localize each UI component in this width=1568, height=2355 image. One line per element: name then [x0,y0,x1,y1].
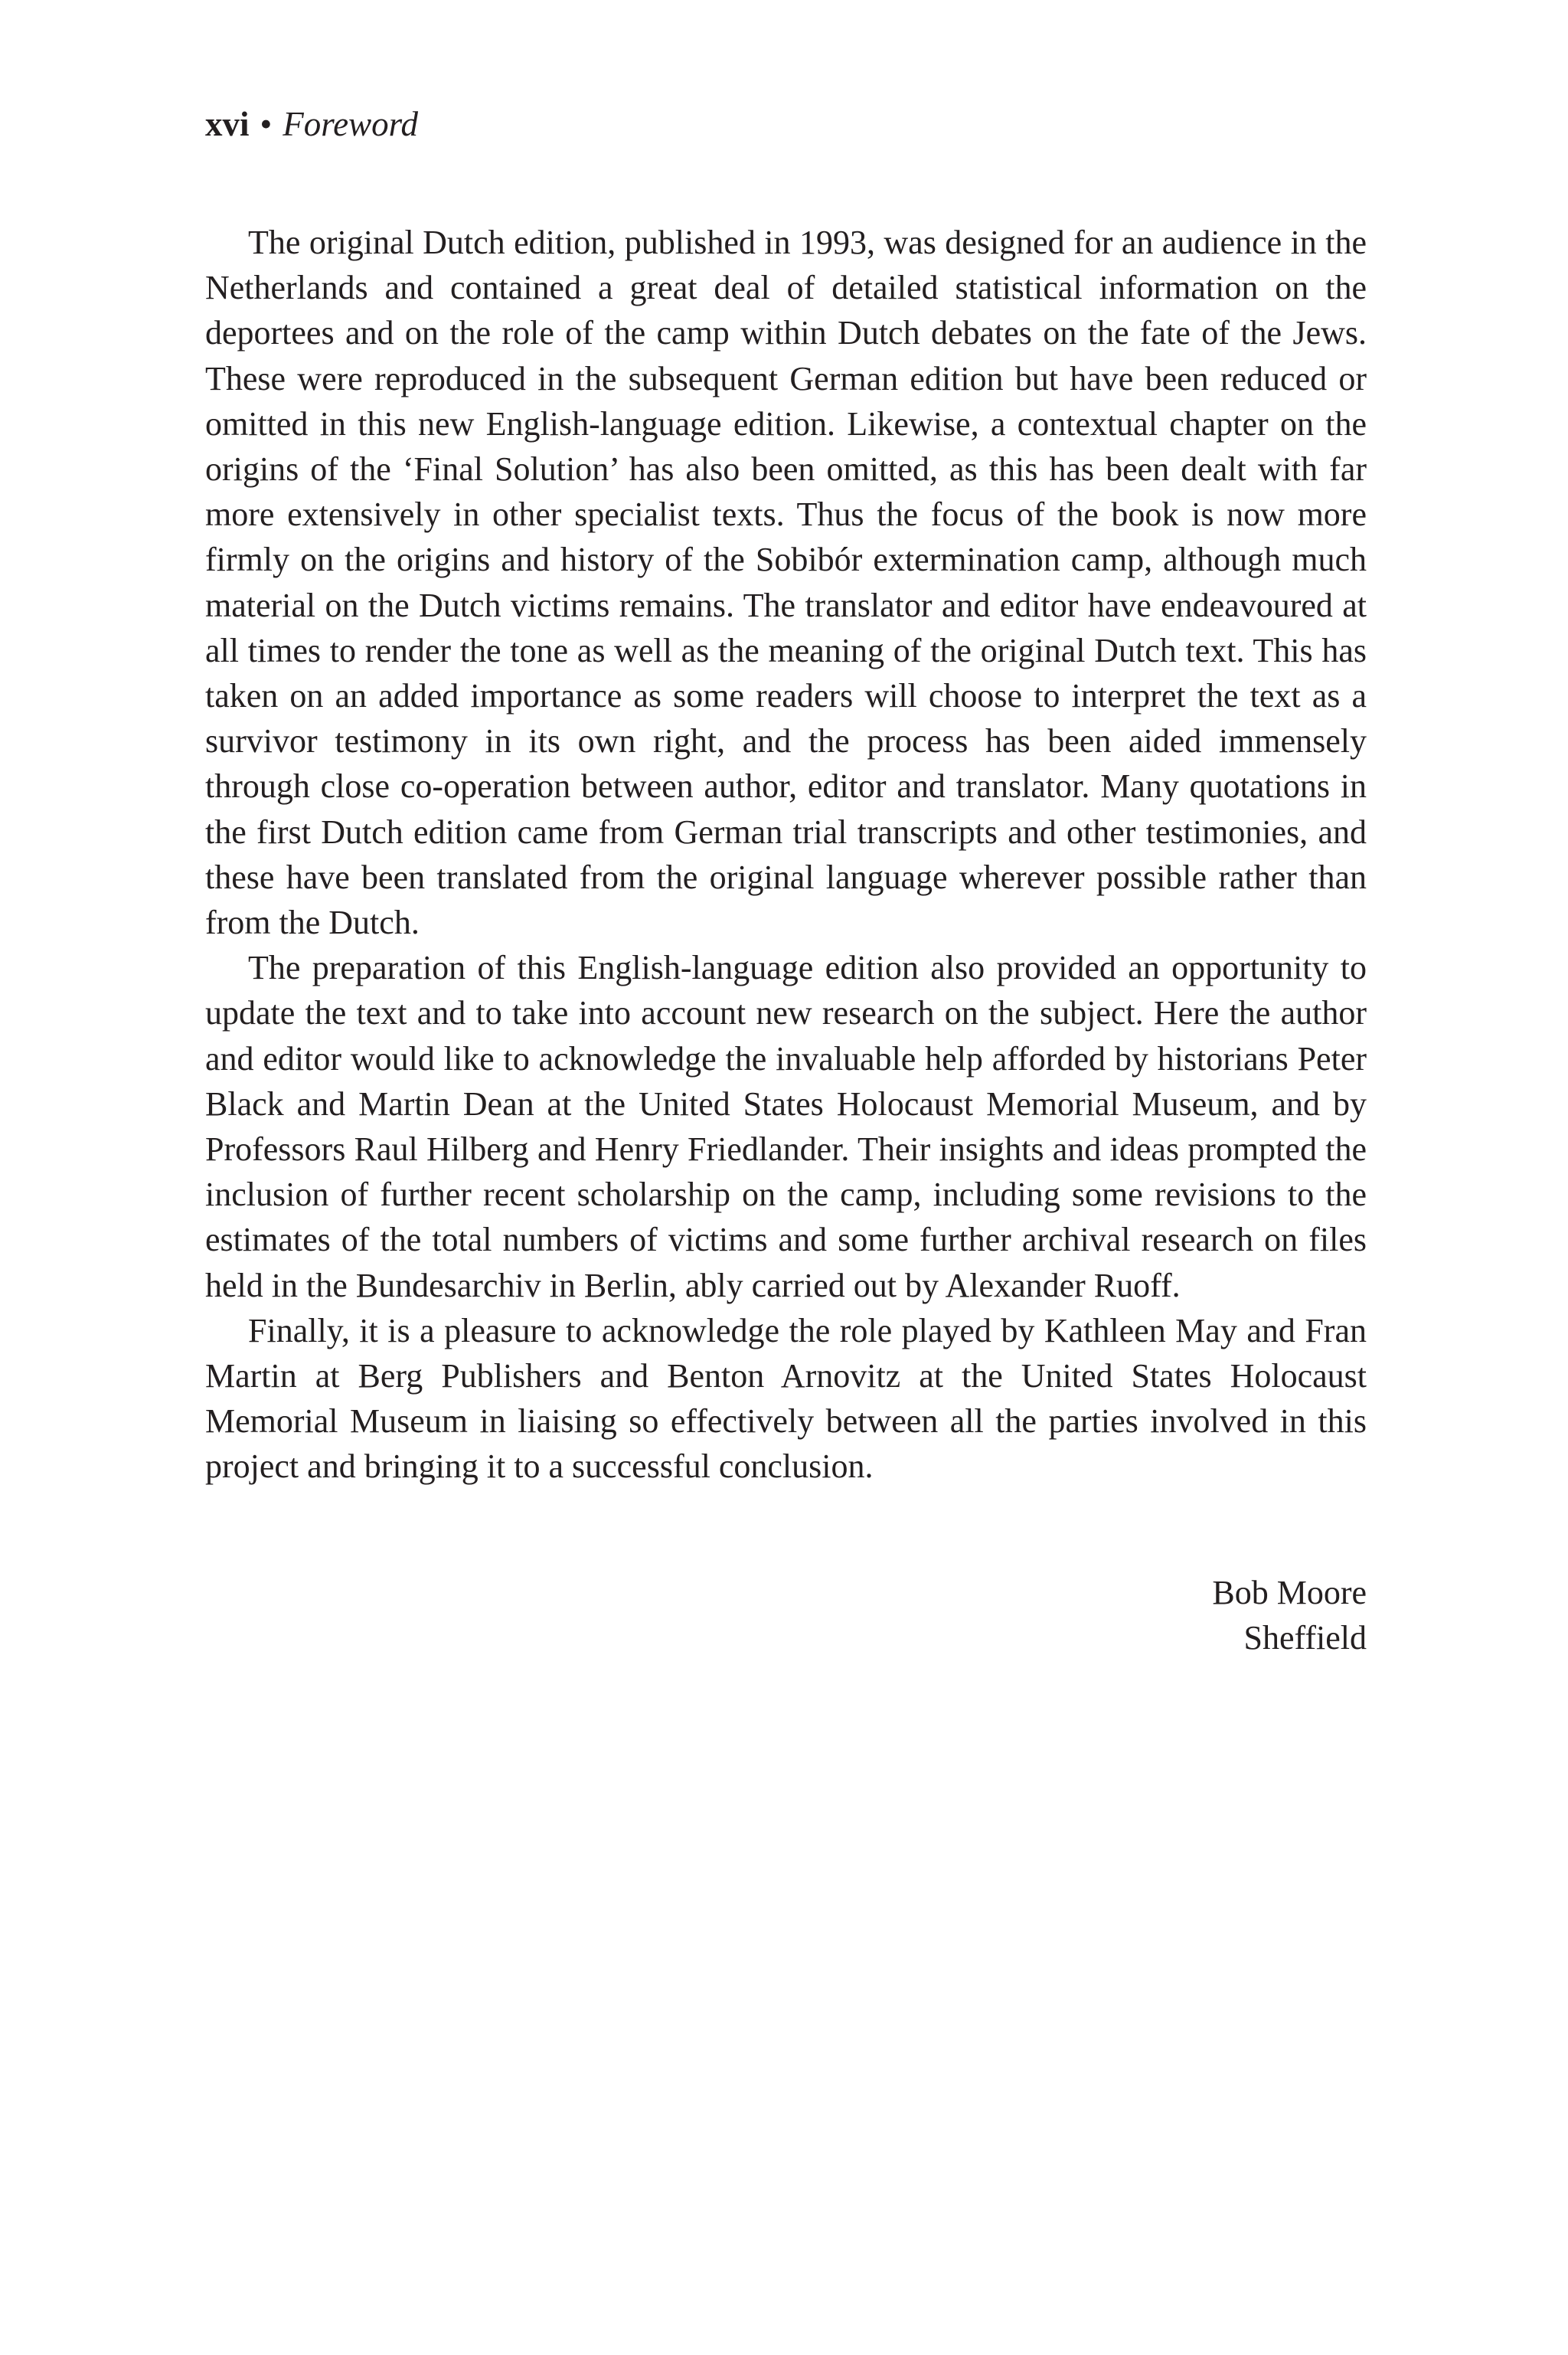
running-head [205,101,418,147]
paragraph-acknowledgements: Finally, it is a pleasure to acknowledge the role played by Kathleen May and Fran Martin at Berg Publishers and Benton Arnovitz at the United States Holocaust Memorial Museum in liaising so effectively between all the parties involved in this project and bringing it to a successful conclusion. [205,1311,1367,1486]
bullet-separator: • [260,105,273,143]
signature [1212,1570,1367,1660]
body-text [205,220,1367,1490]
signature-name: Bob Moore [1212,1574,1367,1611]
section-title: Foreword [283,105,418,143]
signature-place: Sheffield [1243,1619,1367,1657]
paragraph-english-edition: The preparation of this English-language edition also provided an opportunity to update the text and to take into account new research on the subject. Here the author and editor would like to acknowledge the invaluable help afforded by historians Peter Black and Martin Dean at the United States Holocaust Memorial Museum, and by Professors Raul Hilberg and Henry Friedlander. Their insights and ideas prompted the inclusion of further recent scholarship on the camp, including some revisions to the estimates of the total numbers of victims and some further archival research on files held in the Bundesarchiv in Berlin, ably carried out by Alexander Ruoff. [205,949,1367,1304]
paragraph-dutch-edition: The original Dutch edition, published in 1993, was designed for an audience in the Netherlands and contained a great deal of detailed statistical information on the deportees and on the role of the camp within Dutch debates on the fate of the Jews. These were reproduced in the subsequent German edition but have been reduced or omitted in this new English-language edition. Likewise, a contextual chapter on the origins of the ‘Final Solution’ has also been omitted, as this has been dealt with far more extensively in other specialist texts. Thus the focus of the book is now more firmly on the origins and history of the Sobibór extermination camp, although much material on the Dutch victims remains. The translator and editor have endeavoured at all times to render the tone as well as the meaning of the original Dutch text. This has taken on an added importance as some readers will choose to interpret the text as a survivor testimony in its own right, and the process has been aided immensely through close co-operation between author, editor and translator. Many quotations in the first Dutch edition came from German trial transcripts and other testimonies, and these have been translated from the original language wherever possible rather than from the Dutch. [205,224,1367,942]
page-number: xvi [205,105,250,143]
